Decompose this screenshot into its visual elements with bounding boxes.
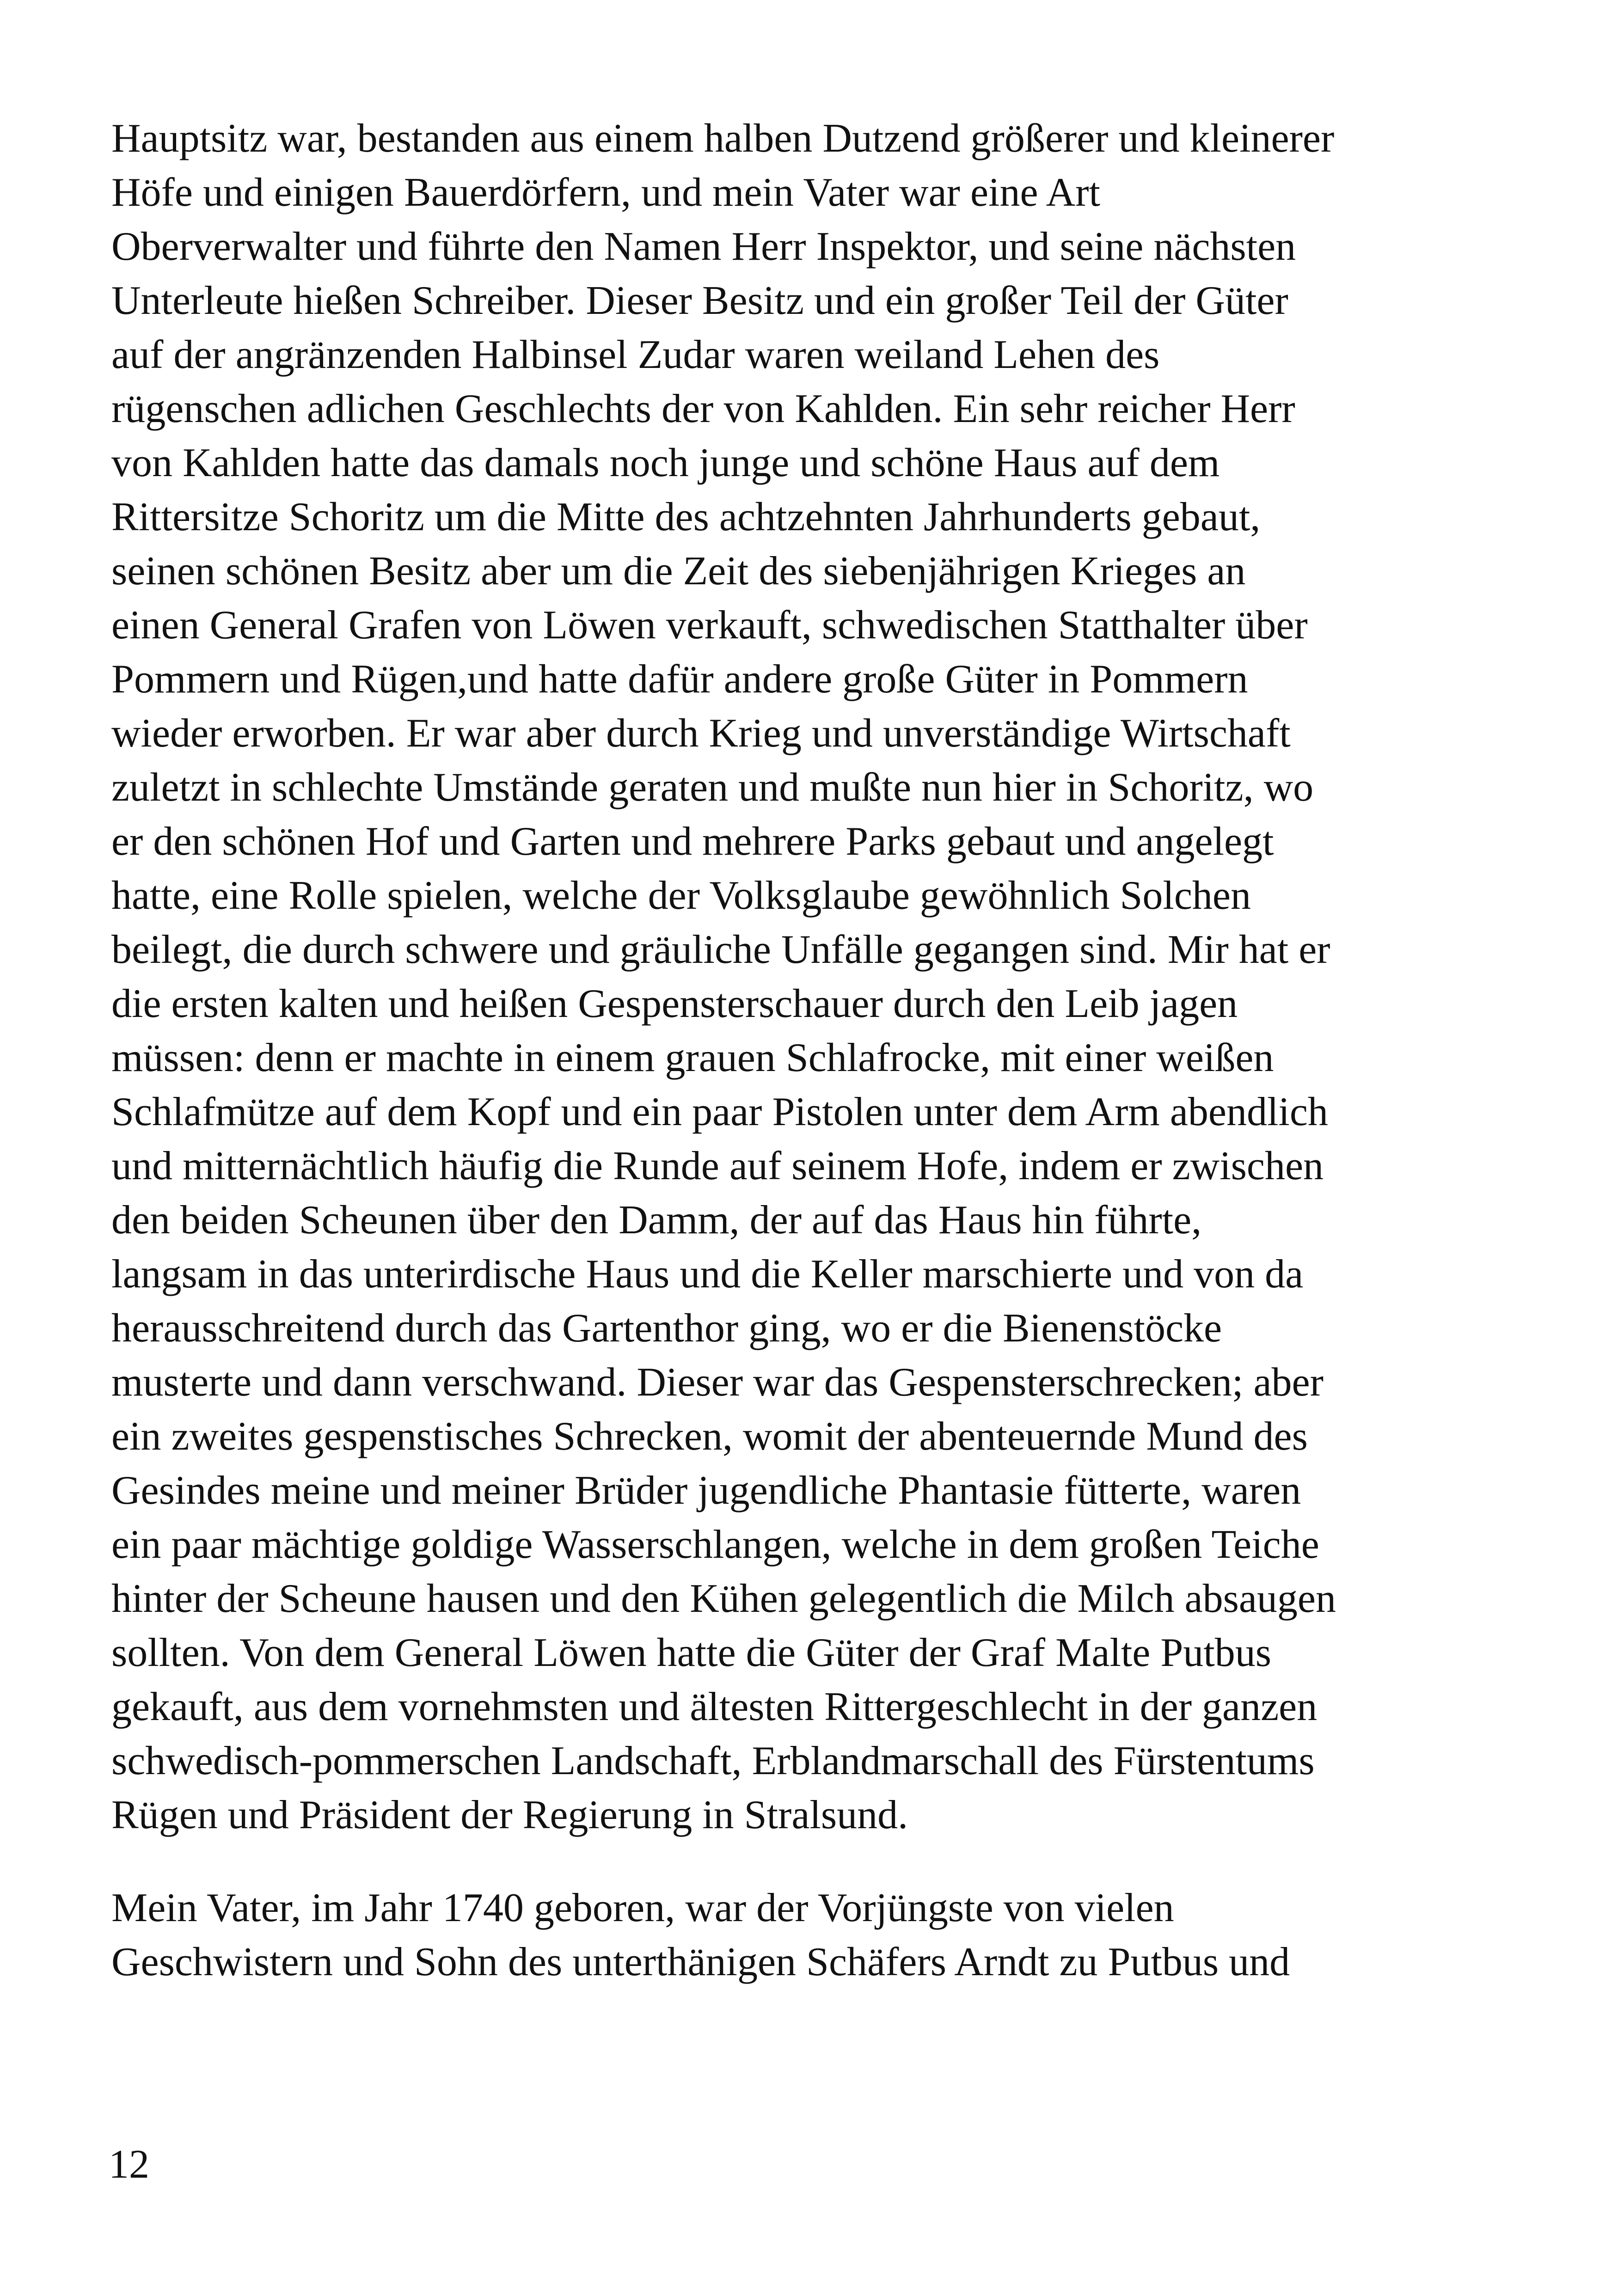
text-line: Unterleute hießen Schreiber. Dieser Besitz und ein großer Teil der Güter [111, 278, 1288, 323]
text-line: Schlafmütze auf dem Kopf und ein paar Pistolen unter dem Arm abendlich [111, 1090, 1328, 1134]
text-line: Rügen und Präsident der Regierung in Stralsund. [111, 1793, 908, 1837]
text-line: rügenschen adlichen Geschlechts der von Kahlden. Ein sehr reicher Herr [111, 386, 1295, 431]
paragraph-1 [111, 111, 1544, 1842]
text-line: hatte, eine Rolle spielen, welche der Volksglaube gewöhnlich Solchen [111, 873, 1251, 918]
text-line: Rittersitze Schoritz um die Mitte des achtzehnten Jahrhunderts gebaut, [111, 495, 1261, 539]
text-line: Geschwistern und Sohn des unterthänigen Schäfers Arndt zu Putbus und [111, 1940, 1290, 1984]
text-line: Gesindes meine und meiner Brüder jugendliche Phantasie fütterte, waren [111, 1468, 1301, 1513]
paragraph-2 [111, 1881, 1544, 1989]
text-line: und mitternächtlich häufig die Runde auf seinem Hofe, indem er zwischen [111, 1144, 1324, 1188]
text-line: Hauptsitz war, bestanden aus einem halben Dutzend größerer und kleinerer [111, 116, 1335, 161]
text-line: den beiden Scheunen über den Damm, der auf das Haus hin führte, [111, 1198, 1202, 1243]
text-line: Höfe und einigen Bauerdörfern, und mein Vater war eine Art [111, 170, 1100, 215]
text-line: zuletzt in schlechte Umstände geraten und mußte nun hier in Schoritz, wo [111, 765, 1314, 810]
text-line: Mein Vater, im Jahr 1740 geboren, war der Vorjüngste von vielen [111, 1886, 1174, 1930]
text-line: schwedisch-pommerschen Landschaft, Erblandmarschall des Fürstentums [111, 1739, 1315, 1783]
text-line: sollten. Von dem General Löwen hatte die Güter der Graf Malte Putbus [111, 1630, 1271, 1675]
text-line: einen General Grafen von Löwen verkauft, schwedischen Statthalter über [111, 603, 1308, 648]
text-line: ein zweites gespenstisches Schrecken, womit der abenteuernde Mund des [111, 1414, 1308, 1459]
text-line: beilegt, die durch schwere und gräuliche Unfälle gegangen sind. Mir hat er [111, 927, 1330, 972]
text-line: wieder erworben. Er war aber durch Krieg und unverständige Wirtschaft [111, 711, 1291, 756]
text-line: müssen: denn er machte in einem grauen Schlafrocke, mit einer weißen [111, 1035, 1274, 1080]
page-number: 12 [109, 2142, 149, 2187]
text-line: seinen schönen Besitz aber um die Zeit des siebenjährigen Krieges an [111, 549, 1246, 594]
text-line: hinter der Scheune hausen und den Kühen gelegentlich die Milch absaugen [111, 1576, 1336, 1621]
text-line: Oberverwalter und führte den Namen Herr Inspektor, und seine nächsten [111, 224, 1296, 269]
text-line: er den schönen Hof und Garten und mehrere Parks gebaut und angelegt [111, 819, 1274, 864]
text-line: Pommern und Rügen,und hatte dafür andere große Güter in Pommern [111, 657, 1248, 702]
text-line: musterte und dann verschwand. Dieser war das Gespensterschrecken; aber [111, 1360, 1324, 1405]
text-line: herausschreitend durch das Gartenthor ging, wo er die Bienenstöcke [111, 1306, 1222, 1351]
text-line: von Kahlden hatte das damals noch junge und schöne Haus auf dem [111, 441, 1220, 485]
text-line: die ersten kalten und heißen Gespensterschauer durch den Leib jagen [111, 981, 1238, 1026]
text-line: langsam in das unterirdische Haus und die Keller marschierte und von da [111, 1252, 1304, 1297]
text-line: auf der angränzenden Halbinsel Zudar waren weiland Lehen des [111, 332, 1160, 377]
text-line: ein paar mächtige goldige Wasserschlangen, welche in dem großen Teiche [111, 1522, 1319, 1567]
text-line: gekauft, aus dem vornehmsten und ältesten Rittergeschlecht in der ganzen [111, 1684, 1318, 1729]
